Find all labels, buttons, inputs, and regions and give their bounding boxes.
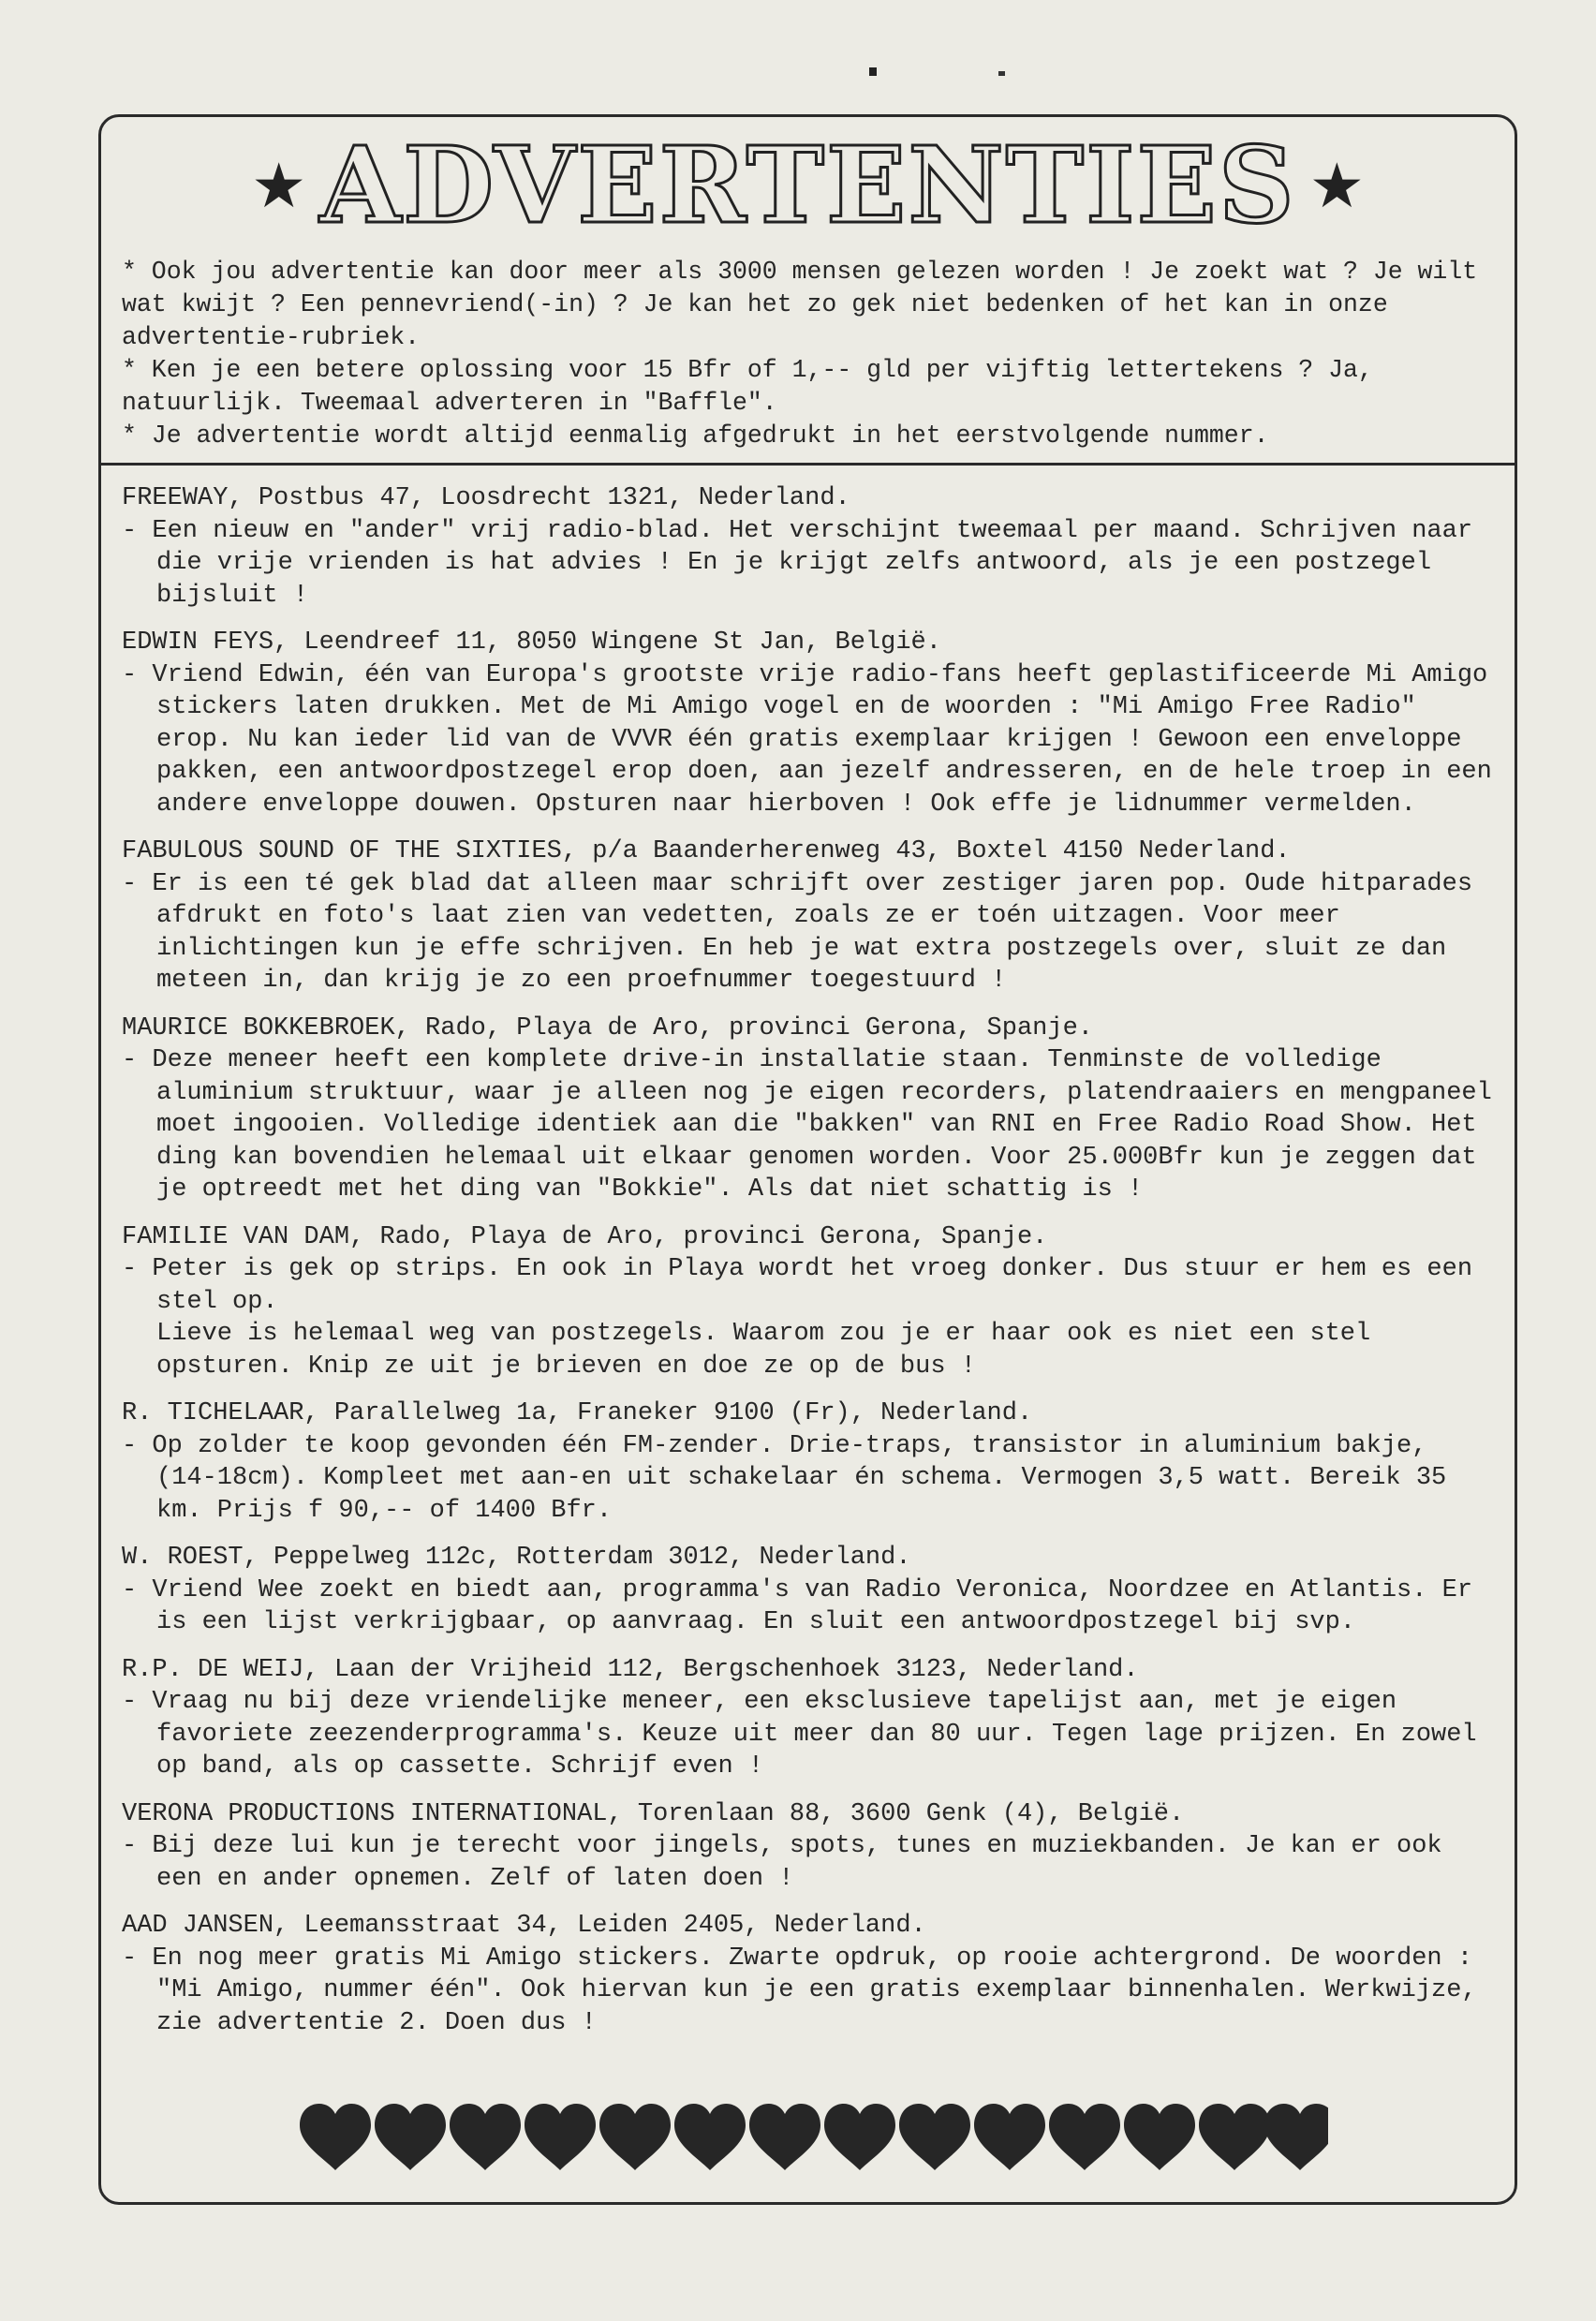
ad-name: FAMILIE VAN DAM, Rado, Playa de Aro, provinci Gerona, Spanje. (122, 1222, 1048, 1251)
ad-name: AAD JANSEN, Leemansstraat 34, Leiden 2405, Nederland. (122, 1912, 926, 1940)
heart-icon (300, 2104, 371, 2170)
heart-icon (1199, 2104, 1270, 2170)
ad-name: FREEWAY, Postbus 47, Loosdrecht 1321, Nederland. (122, 484, 850, 512)
ad-item (122, 627, 1498, 820)
star-icon: ★ (251, 150, 307, 222)
intro-text (122, 256, 1499, 452)
heart-icon (674, 2104, 746, 2170)
ad-list (101, 466, 1515, 2039)
ad-name: MAURICE BOKKEBROEK, Rado, Playa de Aro, provinci Gerona, Spanje. (122, 1013, 1093, 1042)
heart-icon (599, 2104, 671, 2170)
ad-description: - Deze meneer heeft een komplete drive-in installatie staan. Tenminste de volledige aluminium struktuur, waar je alleen nog je eigen recorders, platendraaiers en mengpaneel moet ingooien. Volledige identiek aan die "bakken" van RNI en Free Radio Road Show. Het ding kan bovendien helemaal uit elkaar genomen worden. Voor 25.000Bfr kun je zeggen dat je optreedt met het ding van "Bokkie". Als dat niet schattig is ! (122, 1046, 1492, 1204)
ad-item (122, 1654, 1498, 1783)
ad-item (122, 1798, 1498, 1896)
ad-name: W. ROEST, Peppelweg 112c, Rotterdam 3012, Nederland. (122, 1544, 911, 1572)
heart-icon (974, 2104, 1045, 2170)
heart-icon (824, 2104, 895, 2170)
star-icon: ★ (1308, 150, 1365, 222)
hearts-border (298, 2099, 1328, 2174)
ad-item (122, 1910, 1498, 2039)
intro-paragraph: * Ook jou advertentie kan door meer als 3000 mensen gelezen worden ! Je zoekt wat ? Je wilt wat kwijt ? Een pennevriend(-in) ? Je kan het zo gek niet bedenken of het kan in onze advertentie-rubriek. (122, 258, 1478, 351)
ad-description-continued: Lieve is helemaal weg van postzegels. Waarom zou je er haar ook es niet een stel opsturen. Knip ze uit je brieven en doe ze op de bus ! (156, 1320, 1371, 1381)
paper-specks (0, 0, 1596, 131)
ad-description: - Een nieuw en "ander" vrij radio-blad. Het verschijnt tweemaal per maand. Schrijven naar die vrije vrienden is hat advies ! En je krijgt zelfs antwoord, als je een postzegel bijsluit ! (122, 516, 1473, 610)
ad-description: - Op zolder te koop gevonden één FM-zender. Drie-traps, transistor in aluminium bakje, (14-18cm). Kompleet met aan-en uit schakelaar én schema. Vermogen 3,5 watt. Bereik 35 km. Prijs f 90,-- of 1400 Bfr. (122, 1431, 1447, 1525)
ad-description: - Er is een té gek blad dat alleen maar schrijft over zestiger jaren pop. Oude hitparades afdrukt en foto's laat zien van vedetten, zoals ze er toén uitzagen. Voor meer inlichtingen kun je effe schrijven. En heb je wat extra postzegels over, sluit ze dan meteen in, dan krijg je zo een proefnummer toegestuurd ! (122, 869, 1473, 995)
ad-item (122, 1013, 1498, 1206)
ad-item (122, 1542, 1498, 1639)
intro-paragraph: * Je advertentie wordt altijd eenmalig afgedrukt in het eerstvolgende nummer. (122, 421, 1269, 450)
advertisement-frame (98, 114, 1517, 2205)
heart-icon (1049, 2104, 1120, 2170)
heart-icon (375, 2104, 446, 2170)
ad-description: - Vraag nu bij deze vriendelijke meneer, een eksclusieve tapelijst aan, met je eigen favoriete zeezenderprogramma's. Keuze uit meer dan 80 uur. Tegen lage prijzen. En zowel op band, als op cassette. Schrijf even ! (122, 1688, 1477, 1781)
intro-paragraph: * Ken je een betere oplossing voor 15 Bfr of 1,-- gld per vijftig lettertekens ? Ja, natuurlijk. Tweemaal adverteren in "Baffle". (122, 356, 1373, 417)
ad-item (122, 482, 1498, 612)
heart-icon (525, 2104, 596, 2170)
ad-item (122, 835, 1498, 998)
ad-name: R. TICHELAAR, Parallelweg 1a, Franeker 9100 (Fr), Nederland. (122, 1399, 1033, 1427)
ad-name: FABULOUS SOUND OF THE SIXTIES, p/a Baanderherenweg 43, Boxtel 4150 Nederland. (122, 837, 1291, 865)
header-box (101, 117, 1515, 466)
ad-name: R.P. DE WEIJ, Laan der Vrijheid 112, Bergschenhoek 3123, Nederland. (122, 1655, 1139, 1684)
heart-icon (749, 2104, 820, 2170)
heart-icon (899, 2104, 970, 2170)
ad-description: - Vriend Wee zoekt en biedt aan, programma's van Radio Veronica, Noordzee en Atlantis. Er is een lijst verkrijgbaar, op aanvraag. En sluit een antwoordpostzegel bij svp. (122, 1575, 1473, 1636)
ad-description: - Peter is gek op strips. En ook in Playa wordt het vroeg donker. Dus stuur er hem es een stel op. (122, 1255, 1473, 1316)
page-title: ADVERTENTIES (319, 125, 1296, 247)
ad-description: - Vriend Edwin, één van Europa's grootste vrije radio-fans heeft geplastificeerde Mi Amigo stickers laten drukken. Met de Mi Amigo vogel en de woorden : "Mi Amigo Free Radio" erop. Nu kan ieder lid van de VVVR één gratis exemplaar krijgen ! Gewoon een enveloppe pakken, een antwoordpostzegel erop doen, aan jezelf andresseren, en de hele troep in een andere enveloppe douwen. Opsturen naar hierboven ! Ook effe je lidnummer vermelden. (122, 660, 1492, 819)
heart-icon (450, 2104, 521, 2170)
ad-name: VERONA PRODUCTIONS INTERNATIONAL, Torenlaan 88, 3600 Genk (4), België. (122, 1799, 1185, 1828)
ad-name: EDWIN FEYS, Leendreef 11, 8050 Wingene St Jan, België. (122, 628, 941, 657)
ad-item (122, 1397, 1498, 1527)
heart-icon (1124, 2104, 1195, 2170)
heart-icon (1264, 2104, 1328, 2170)
ad-item (122, 1221, 1498, 1383)
title-row (101, 126, 1515, 246)
ad-description: - Bij deze lui kun je terecht voor jingels, spots, tunes en muziekbanden. Je kan er ook een en ander opnemen. Zelf of laten doen ! (122, 1832, 1442, 1893)
ad-description: - En nog meer gratis Mi Amigo stickers. Zwarte opdruk, op rooie achtergrond. De woorden : "Mi Amigo, nummer één". Ook hiervan kun je een gratis exemplaar binnenhalen. Werkwijze, zie advertentie 2. Doen dus ! (122, 1944, 1477, 2037)
